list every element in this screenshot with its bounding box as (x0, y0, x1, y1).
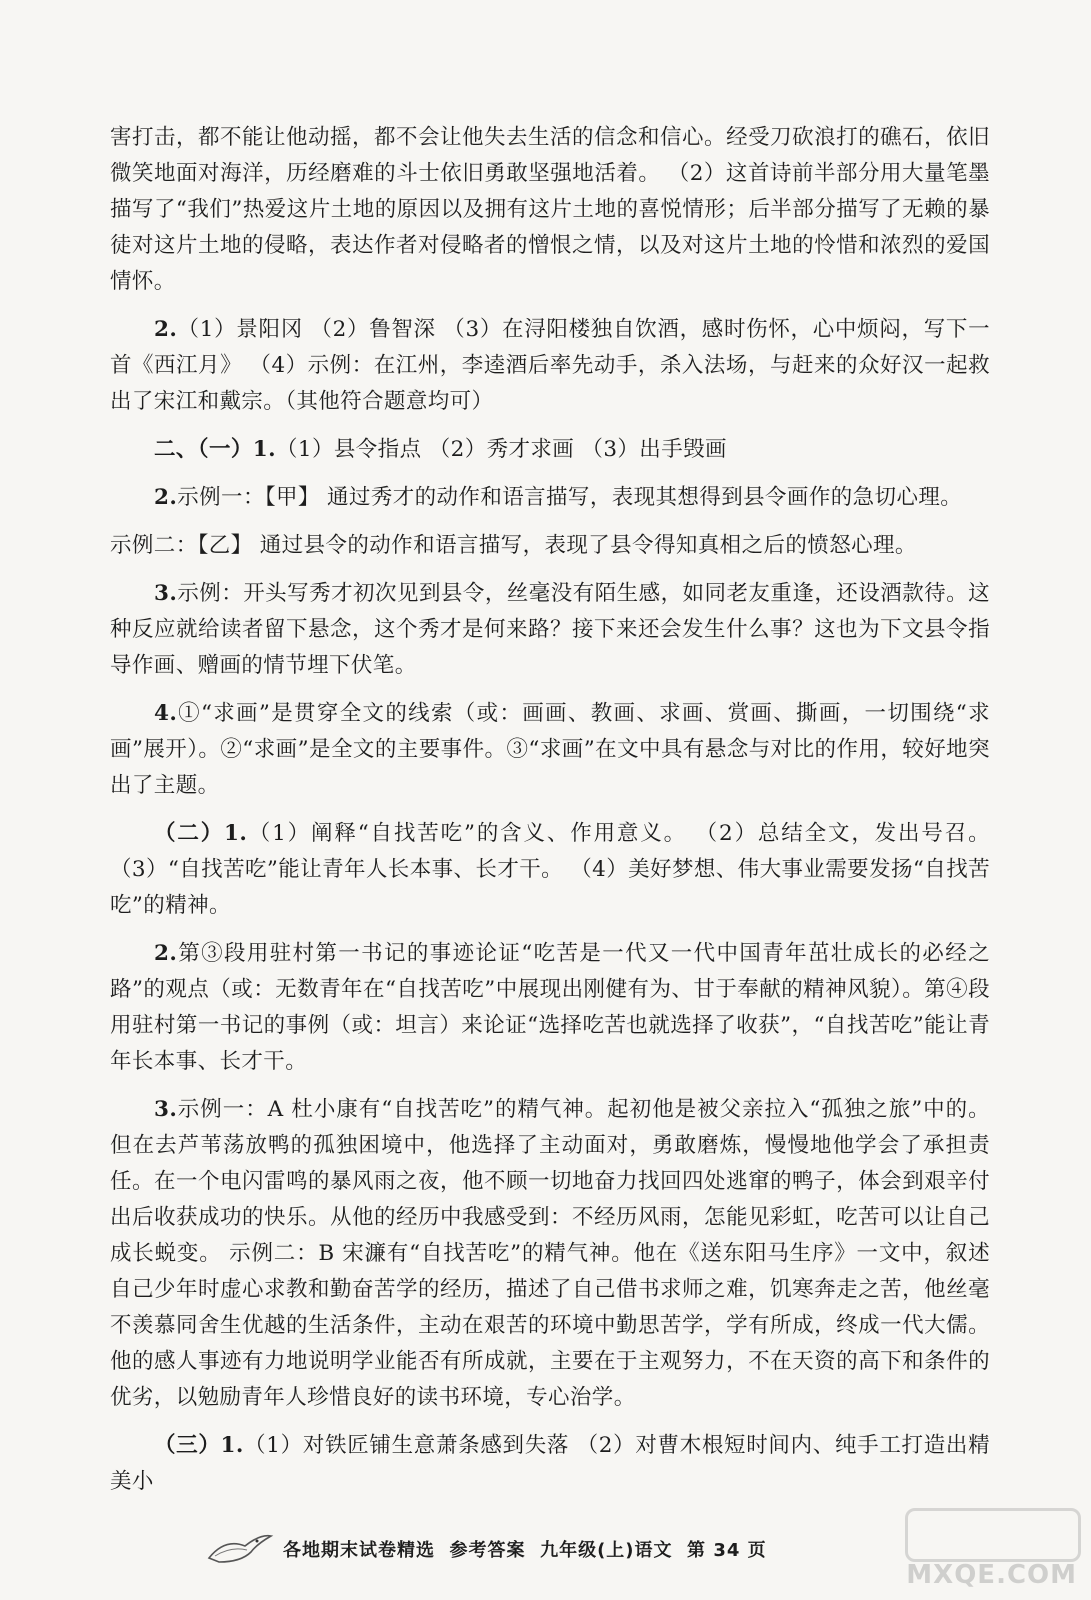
paragraph-text: （1）对铁匠铺生意萧条感到失落 （2）对曹木根短时间内、纯手工打造出精美小 (110, 1433, 990, 1494)
paragraph-text: （1）县令指点 （2）秀才求画 （3）出手毁画 (276, 437, 727, 462)
watermark-text: MXQE.COM (906, 1560, 1077, 1590)
paragraph-9 (110, 1092, 990, 1416)
item-number: 2. (154, 941, 178, 966)
paragraph-8 (110, 936, 990, 1080)
item-number: 4. (154, 701, 178, 726)
paragraph-3 (110, 480, 990, 516)
item-number: 二、（一）1. (154, 437, 276, 462)
footer-title: 各地期末试卷精选 参考答案 九年级(上)语文 第 34 页 (283, 1540, 767, 1561)
watermark-seal-icon (905, 1508, 1081, 1562)
paragraph-text: 害打击，都不能让他动摇，都不会让他失去生活的信念和信心。经受刀砍浪打的礁石，依旧微笑地面对海洋，历经磨难的斗士依旧勇敢坚强地活着。 （2）这首诗前半部分用大量笔墨描写了“我们”热爱这片土地的原因以及拥有这片土地的喜悦情形；后半部分描写了无赖的暴徒对这片土地的侵略，表达作者对侵略者的憎恨之情，以及对这片土地的怜惜和浓烈的爱国情怀。 (110, 125, 990, 294)
paragraph-1 (110, 312, 990, 420)
paragraph-7 (110, 816, 990, 924)
item-number: 3. (154, 581, 178, 606)
watermark (905, 1508, 1081, 1596)
paragraph-0 (110, 120, 990, 300)
paragraph-text: 第③段用驻村第一书记的事迹论证“吃苦是一代又一代中国青年茁壮成长的必经之路”的观点（或：无数青年在“自找苦吃”中展现出刚健有为、甘于奉献的精神风貌）。第④段用驻村第一书记的事例（或：坦言）来论证“选择吃苦也就选择了收获”，“自找苦吃”能让青年长本事、长才干。 (110, 941, 990, 1074)
bird-logo-icon (205, 1528, 275, 1568)
answer-content (110, 120, 990, 1512)
paragraph-text: ①“求画”是贯穿全文的线索（或：画画、教画、求画、赏画、撕画，一切围绕“求画”展开）。②“求画”是全文的主要事件。③“求画”在文中具有悬念与对比的作用，较好地突出了主题。 (110, 701, 990, 798)
paragraph-10 (110, 1428, 990, 1500)
item-number: 3. (154, 1097, 178, 1122)
paragraph-2 (110, 432, 990, 468)
paragraph-4 (110, 528, 990, 564)
paragraph-text: 示例二：【乙】 通过县令的动作和语言描写，表现了县令得知真相之后的愤怒心理。 (110, 533, 917, 558)
paragraph-text: 示例一：A 杜小康有“自找苦吃”的精气神。起初他是被父亲拉入“孤独之旅”中的。但在去芦苇荡放鸭的孤独困境中，他选择了主动面对，勇敢磨炼，慢慢地他学会了承担责任。在一个电闪雷鸣的暴风雨之夜，他不顾一切地奋力找回四处逃窜的鸭子，体会到艰辛付出后收获成功的快乐。从他的经历中我感受到：不经历风雨，怎能见彩虹，吃苦可以让自己成长蜕变。 示例二：B 宋濂有“自找苦吃”的精气神。他在《送东阳马生序》一文中，叙述自己少年时虚心求教和勤奋苦学的经历，描述了自己借书求师之难，饥寒奔走之苦，他丝毫不羡慕同舍生优越的生活条件，主动在艰苦的环境中勤思苦学，学有所成，终成一代大儒。他的感人事迹有力地说明学业能否有所成就，主要在于主观努力，不在天资的高下和条件的优劣，以勉励青年人珍惜良好的读书环境，专心治学。 (110, 1097, 990, 1410)
paragraph-text: 示例一：【甲】 通过秀才的动作和语言描写，表现其想得到县令画作的急切心理。 (177, 485, 963, 510)
paragraph-text: （1）景阳冈 （2）鲁智深 （3）在浔阳楼独自饮酒，感时伤怀，心中烦闷，写下一首《西江月》 （4）示例：在江州，李逵酒后率先动手，杀入法场，与赶来的众好汉一起救出了宋江和戴宗。（其他符合题意均可） (110, 317, 990, 414)
paragraph-5 (110, 576, 990, 684)
paragraph-text: （1）阐释“自找苦吃”的含义、作用意义。 （2）总结全文，发出号召。 （3）“自找苦吃”能让青年人长本事、长才干。 （4）美好梦想、伟大事业需要发扬“自找苦吃”的精神。 (110, 821, 990, 918)
paragraph-text: 示例：开头写秀才初次见到县令，丝毫没有陌生感，如同老友重逢，还设酒款待。这种反应就给读者留下悬念，这个秀才是何来路？接下来还会发生什么事？这也为下文县令指导作画、赠画的情节埋下伏笔。 (110, 581, 990, 678)
item-number: 2. (154, 485, 178, 510)
item-number: （二）1. (154, 821, 248, 846)
paragraph-6 (110, 696, 990, 804)
item-number: 2. (154, 317, 178, 342)
item-number: （三）1. (154, 1433, 244, 1458)
